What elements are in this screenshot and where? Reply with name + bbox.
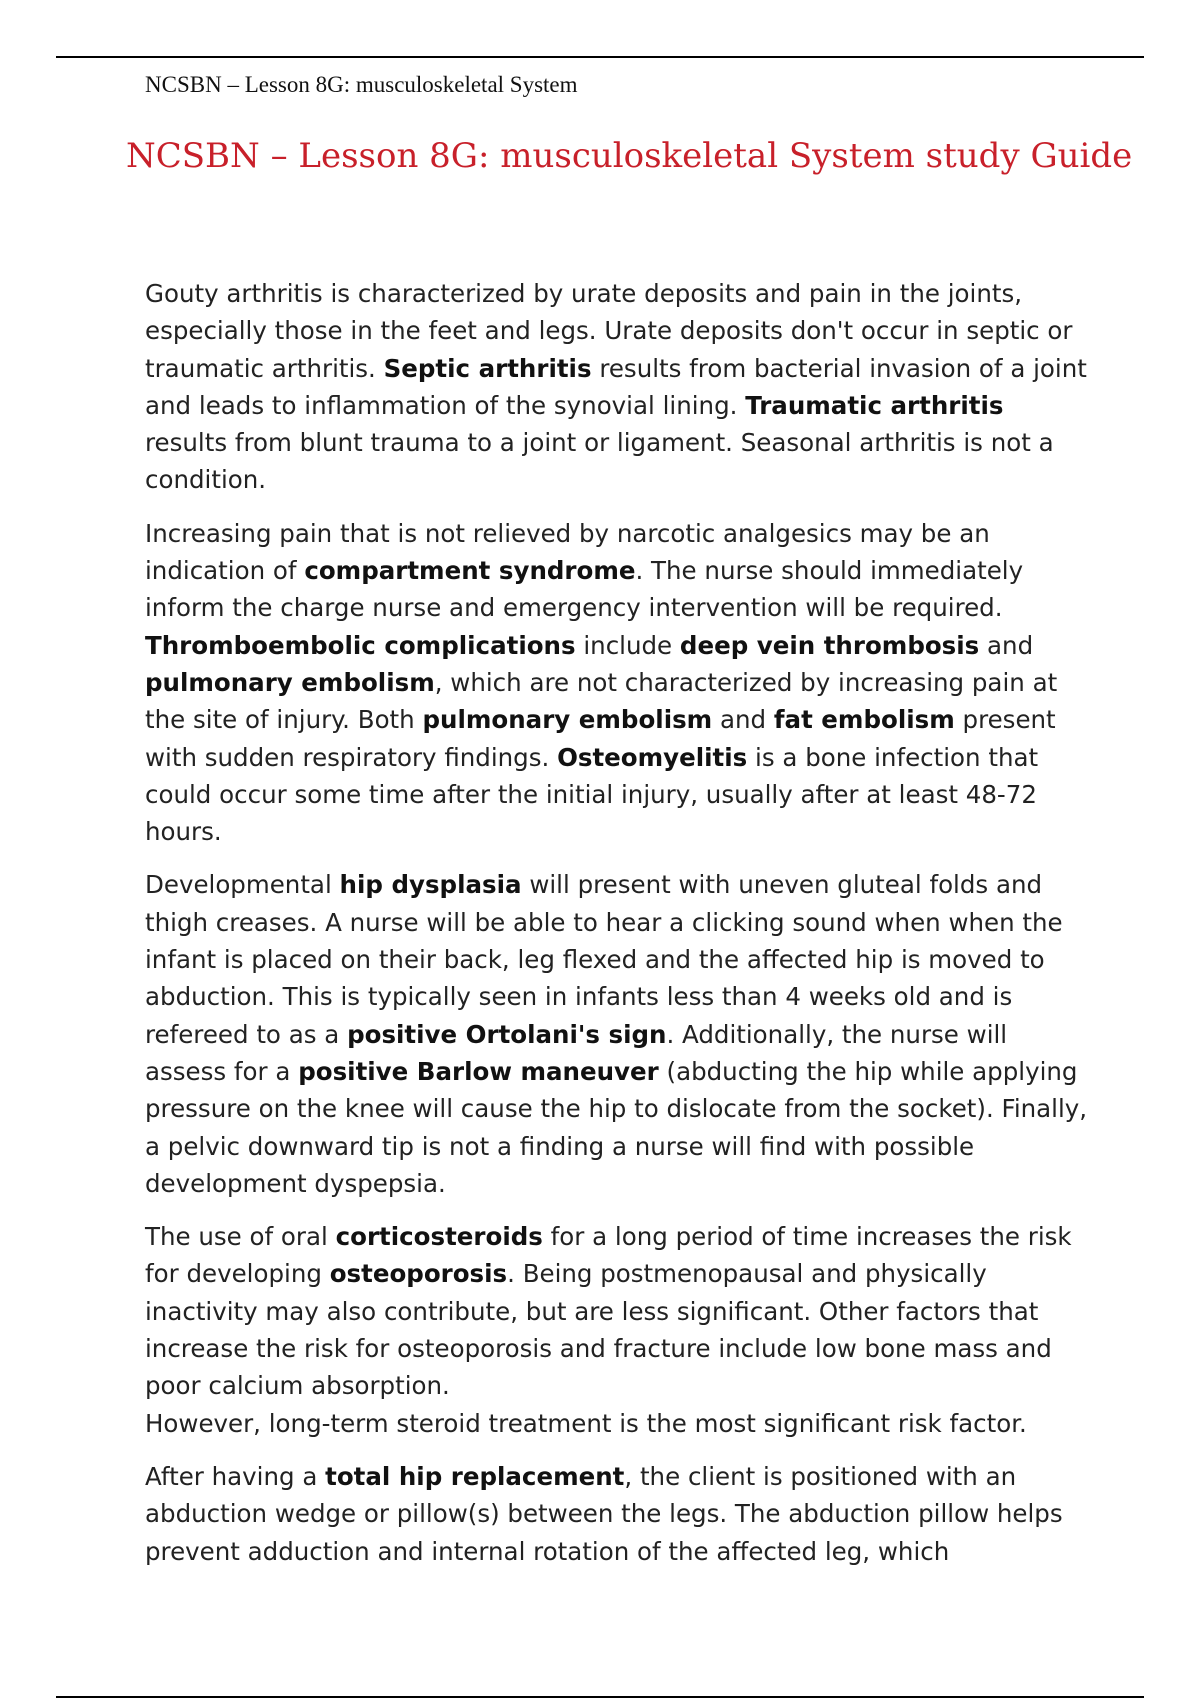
running-header: NCSBN – Lesson 8G: musculoskeletal System [145, 72, 578, 97]
text-run: The use of oral [145, 1222, 336, 1252]
text-run: results from bacterial invasion of a joint and leads to inflammation of the synovial lining. [145, 353, 1087, 420]
bold-term: deep vein thrombosis [679, 630, 980, 660]
bold-term: Traumatic arthritis [745, 390, 1004, 420]
bold-term: hip dysplasia [339, 870, 522, 900]
text-run: Developmental [145, 870, 340, 900]
bold-term: osteoporosis [329, 1259, 508, 1289]
bold-term: pulmonary embolism [145, 667, 435, 697]
text-run: is a bone infection that could occur some time after the initial injury, usually after at least 48-72 hours. [145, 742, 1039, 847]
text-run: and [979, 630, 1034, 660]
text-run: , the client is positioned with an abduction wedge or pillow(s) between the legs. The abduction pillow helps prevent adduction and internal rotation of the affected leg, which [145, 1461, 1063, 1566]
text-run: present with sudden respiratory findings. [145, 705, 1056, 772]
text-run: include [575, 630, 680, 660]
paragraph-gouty-arthritis [145, 275, 1090, 499]
bold-term: Septic arthritis [383, 353, 592, 383]
paragraph-hip-replacement [145, 1458, 1090, 1570]
text-run: results from blunt trauma to a joint or ligament. Seasonal arthritis is not a condition. [145, 428, 1054, 495]
bold-term: compartment syndrome [304, 556, 636, 586]
bold-term: Thromboembolic complications [145, 630, 576, 660]
text-run: Increasing pain that is not relieved by narcotic analgesics may be an indication of [145, 518, 990, 586]
document-body [145, 275, 1090, 1586]
text-run: Gouty arthritis is characterized by urate deposits and pain in the joints, especially those in the feet and legs. Urate deposits don't occur in septic or traumatic arthritis. [145, 279, 1073, 383]
text-run: for a long period of time increases the risk for developing [145, 1222, 1072, 1289]
text-run: . Being postmenopausal and physically inactivity may also contribute, but are less significant. Other factors that increase the risk for osteoporosis and fracture include low bone mass and poor calcium absorption. [145, 1259, 1052, 1401]
paragraph-compartment-syndrome [145, 515, 1090, 851]
bold-term: pulmonary embolism [422, 705, 713, 735]
text-run: , which are not characterized by increasing pain at the site of injury. Both [145, 667, 1058, 735]
bold-term: positive Barlow maneuver [298, 1056, 659, 1086]
bold-term: Osteomyelitis [557, 742, 748, 772]
text-run: (abducting the hip while applying pressure on the knee will cause the hip to dislocate from the socket). Finally, a pelvic downward tip is not a finding a nurse will find with possible development dyspepsia. [145, 1056, 1088, 1198]
bold-term: corticosteroids [335, 1222, 543, 1252]
text-run: . Additionally, the nurse will assess for a [145, 1019, 1008, 1086]
text-run: However, long-term steroid treatment is the most significant risk factor. [145, 1408, 1027, 1438]
paragraph-osteoporosis [145, 1218, 1090, 1442]
bold-term: positive Ortolani's sign [347, 1019, 667, 1049]
text-run: After having a [145, 1461, 326, 1491]
text-run: and [712, 705, 774, 735]
text-run: will present with uneven gluteal folds and thigh creases. A nurse will be able to hear a clicking sound when when the infant is placed on their back, leg flexed and the affected hip is moved to abduction. This is typically seen in infants less than 4 weeks old and is refereed to as a [145, 870, 1063, 1049]
bold-term: fat embolism [773, 705, 955, 735]
document-title: NCSBN – Lesson 8G: musculoskeletal System study Guide [126, 136, 1133, 176]
paragraph-hip-dysplasia [145, 866, 1090, 1202]
bold-term: total hip replacement [325, 1461, 625, 1491]
header-rule [56, 56, 1144, 58]
text-run: . The nurse should immediately inform the charge nurse and emergency intervention will be required. [145, 556, 1024, 623]
footer-rule [56, 1696, 1144, 1698]
